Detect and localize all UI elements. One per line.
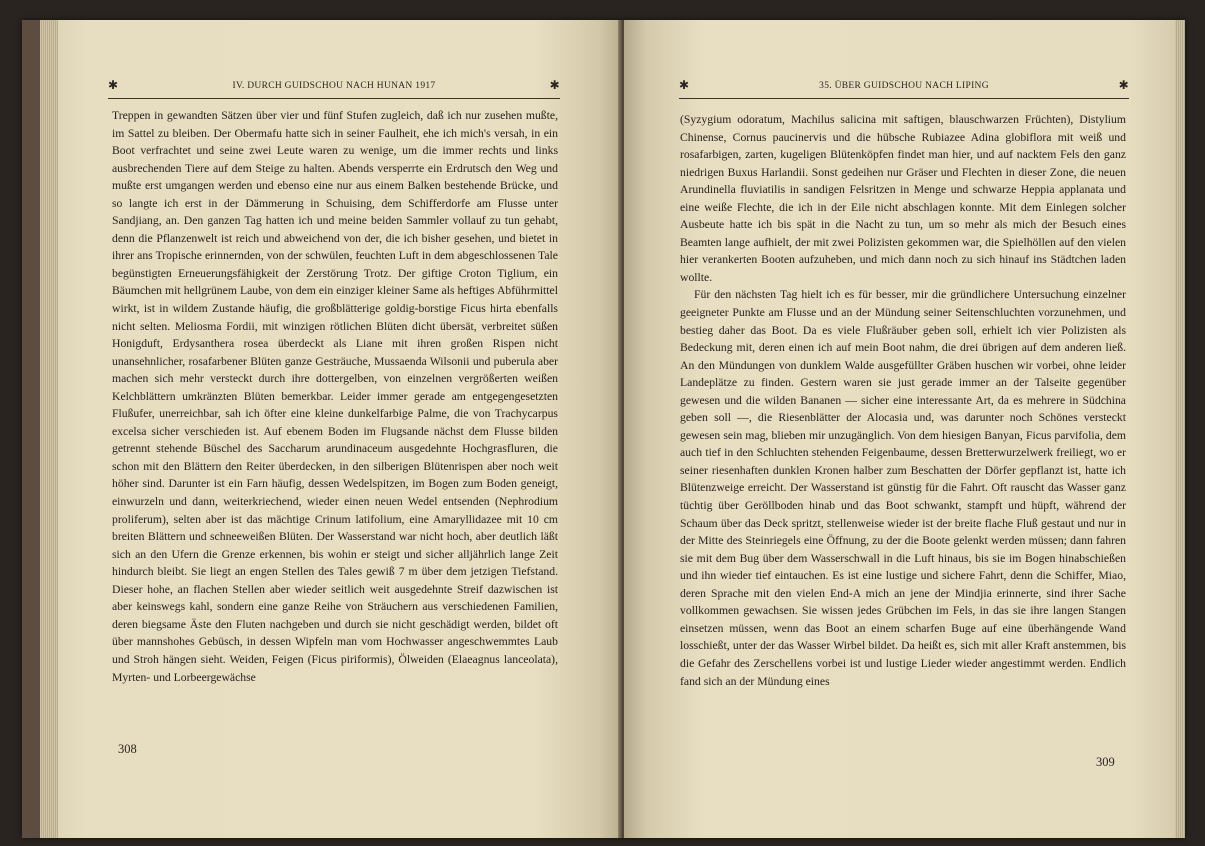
page-edges xyxy=(40,20,58,838)
paragraph: Treppen in gewandten Sätzen über vier und fünf Stufen zugleich, daß ich nur zusehen mußte, im Sattel zu bleiben. Der Obermafu hatte sich in seiner Faulheit, ehe ich mich's versah, in ein Boot verfrachtet und seine zwei Leute waren zu wenige, um die immer rechts und links ausbrechenden Tiere auf dem Steige zu halten. Abends versperrte ein Erdrutsch den Weg und mußte erst umgangen werden und ebenso eine nur aus einem Balken bestehende Brücke, und so langte ich erst in der Dämmerung in Schuising, dem Schifferdorfe am Flusse unter Sandjiang, an. Den ganzen Tag hatten ich und meine beiden Sammler vollauf zu tun gehabt, denn die Pflanzenwelt ist reich und abweichend von der, die ich bisher gesehen, und bietet in ihrer ans Tropische erinnernden, von der schwülen, feuchten Luft in dem abgeschlossenen Tale begünstigten Erneuerungsfähigkeit der Zerstörung Trotz. Der giftige Croton Tiglium, ein Bäumchen mit hellgrünem Laube, von dem ein einziger kleiner Same als heftiges Abführmittel wirkt, ist in wildem Zustande häufig, die großblätterige goldig-borstige Ficus hirta ebenfalls nicht selten. Meliosma Fordii, mit winzigen rötlichen Blüten dicht übersät, verbreitet süßen Honigduft, Erdysanthera rosea überdeckt als Liane mit ihren großen Rispen nicht unansehnlicher, rosafarbener Blüten ganze Gesträuche, Mussaenda Wilsonii und puberula aber machen sich mehr versteckt durch ihre dottergelben, von einzelnen vergrößerten weißen Kelchblättern umkränzten Blüten bemerkbar. Leider immer gerade am entgegengesetzten Flußufer, unerreichbar, sah ich öfter eine kleine dunkelfarbige Palme, die von Trachycarpus excelsa sicher verschieden ist. Auf ebenem Boden im Flugsande nächst dem Flusse bilden getrennt stehende Büschel des Saccharum arundinaceum ausgedehnte Hochgrasfluren, die schon mit den Blättern den Reiter überdecken, in den silberigen Blütenrispen aber noch weit höher sind. Darunter ist ein Farn häufig, dessen Wedelspitzen, im Bogen zum Boden geneigt, einwurzeln und dann, weiterkriechend, wieder einen neuen Wedel entsenden (Nephrodium proliferum), selten aber ist das mächtige Crinum latifolium, eine Amaryllidazee mit 10 cm breiten Blättern und schneeweißen Blüten. Der Wasserstand war nicht hoch, aber deutlich läßt sich an den Ufern die Grenze erkennen, bis wohin er steigt und sicher alljährlich lange Zeit hindurch bleibt. Sie liegt an engen Stellen des Tales gewiß 7 m über dem jetzigen Tiefstand. Dieser hohe, an flachen Stellen aber wieder seitlich weit ausgedehnte Streif dazwischen ist aber keinswegs kahl, sondern eine ganze Reihe von Sträuchern aus verschiedenen Familien, deren biegsame Äste den Fluten nachgeben und durch sie nicht geschädigt werden, bildet oft über mannshohes Gebüsch, in dessen Wipfeln man vom Hochwasser angeschwemmtes Laub und Stroh hängen sieht. Weiden, Feigen (Ficus piriformis), Ölweiden (Elaeagnus lanceolata), Myrten- und Lorbeergewächse xyxy=(112,109,558,684)
book-spread xyxy=(22,20,1185,838)
paragraph: Für den nächsten Tag hielt ich es für besser, mir die gründlichere Untersuchung einzelner geeigneter Punkte am Flusse und an der Mündung seiner Seitenschluchten vorzunehmen, und bestieg daher das Boot. Da es viele Flußräuber geben soll, erhielt ich vier Polizisten als Bedeckung mit, deren einen ich auf mein Boot nahm, die drei übrigen auf dem anderen ließ. An den Mündungen von dunklem Walde ausgefüllter Gräben huschen wir vorbei, ohne leider Landeplätze zu finden. Gestern waren sie just gerade immer an der Talseite gegenüber gewesen und die wilden Bananen — sicher eine interessante Art, da es mehrere in Südchina geben soll —, die Riesenblätter der Alocasia und, was darunter noch Schönes versteckt gewesen sein mag, blieben mir unzugänglich. Von dem hiesigen Banyan, Ficus parvifolia, dem auch tief in den Schluchten stehenden Feigenbaume, dessen Bretterwurzelwerk freiliegt, wo er seiner riesenhaften dunklen Kronen halber zum Beschatten der Dörfer gepflanzt ist, hatte ich Blütenzweige erreicht. Der Wasserstand ist günstig für die Fahrt. Oft rauscht das Wasser ganz tüchtig über Geröllboden hinab und das Boot schwankt, stampft und hüpft, während der Schaum über das Deck spritzt, stellenweise wieder ist der breite flache Fluß gestaut und nur in der Mitte des Steinriegels eine Öffnung, zu der die Boote gelenkt werden müssen; dann fahren sie mit dem Bug über dem Wasserschwall in die Luft hinaus, bis sie im Bogen hinabschießen und ihn wieder tief eintauchen. Es ist eine lustige und sichere Fahrt, denn die Schiffer, Miao, deren Sprache mit den vielen End-A mich an jene der Mindjia erinnerte, sind ihrer Sache vollkommen gewachsen. Sie wissen jedes Grübchen im Fels, in das sie ihre langen Stangen einsetzen müssen, wenn das Boot an einem scharfen Buge auf eine überhängende Wand losschießt, unter der das Wasser Wirbel bildet. Da heißt es, sich mit aller Kraft anstemmen, bis die Gefahr des Zerschellens vorbei ist und lustige Lieder wieder angestimmt werden. Endlich fand sich an der Mündung eines xyxy=(680,288,1126,688)
running-header-left xyxy=(108,80,560,96)
page-number: 308 xyxy=(118,742,137,756)
running-head-title: 35. ÜBER GUIDSCHOU NACH LIPING xyxy=(819,81,989,91)
star-ornament: ✱ xyxy=(679,78,690,92)
paragraph: (Syzygium odoratum, Machilus salicina mit saftigen, blauschwarzen Früchten), Distylium Chinense, Cornus paucinervis und die hübsche Rubiazee Adina globiflora mit weiß und rosafarbigen, zarten, kugeligen Blütenköpfen findet man hier, und auf nacktem Fels den ganz niedrigen Buxus Harlandii. Sonst gedeihen nur Gräser und Flechten in dieser Zone, die neuen Arundinella fluviatilis in sandigen Felsritzen in Menge und schwarze Heppia applanata und eine weiße Flechte, die ich in der Eile nicht abschlagen konnte. Mit dem Einlegen solcher Ausbeute hatte ich bis spät in die Nacht zu tun, um so mehr als mich der Besuch eines Beamten lange aufhielt, der mit zwei Polizisten gekommen war, die Spielhöllen auf den vielen hier verankerten Booten aufzuheben, und mich dann noch zu sich hinauf ins Städtchen laden wollte. xyxy=(680,113,1126,284)
body-text-right xyxy=(680,111,1126,690)
header-rule xyxy=(108,98,560,99)
left-page xyxy=(40,20,622,838)
running-head-title: IV. DURCH GUIDSCHOU NACH HUNAN 1917 xyxy=(232,81,436,91)
page-edges xyxy=(1175,20,1185,838)
page-number: 309 xyxy=(1096,755,1115,769)
star-ornament: ✱ xyxy=(549,78,560,92)
header-rule xyxy=(679,98,1129,99)
running-header-right xyxy=(679,80,1129,96)
star-ornament: ✱ xyxy=(1118,78,1129,92)
right-page xyxy=(624,20,1185,838)
star-ornament: ✱ xyxy=(108,78,119,92)
body-text-left xyxy=(112,107,558,686)
